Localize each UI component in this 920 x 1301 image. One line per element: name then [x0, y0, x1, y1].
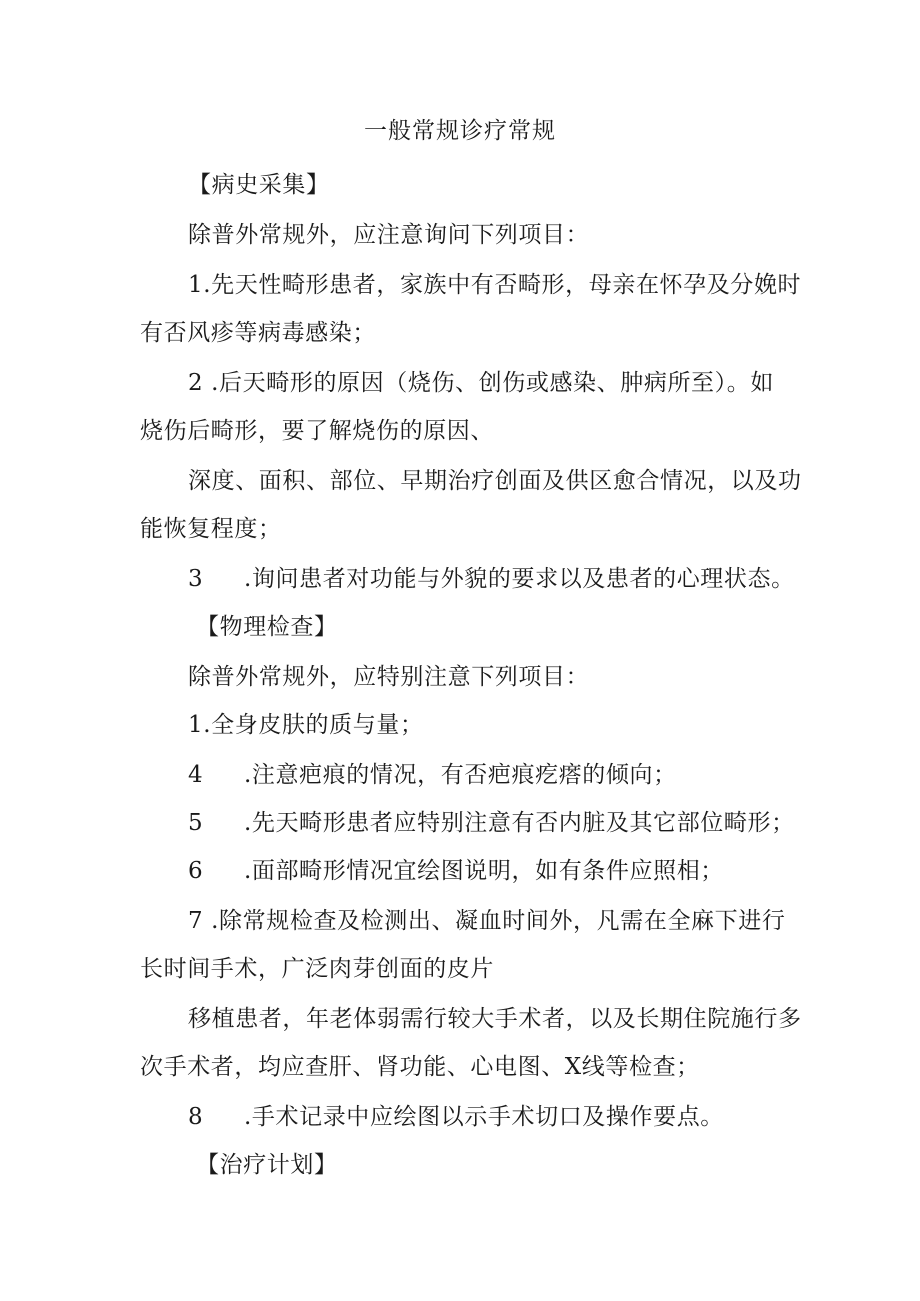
page-title: 一般常规诊疗常规	[364, 118, 556, 144]
exam-intro: 除普外常规外，应特别注意下列项目：	[188, 664, 590, 690]
history-item-1-line-2: 有否风疹等病毒感染；	[140, 320, 376, 346]
list-number: 4	[188, 762, 204, 788]
list-item-text: .先天畸形患者应特别注意有否内脏及其它部位畸形；	[244, 810, 795, 836]
list-item-text: .注意疤痕的情况，有否疤痕疙瘩的倾向；	[244, 762, 677, 788]
exam-item-7-line-4: 次手术者，均应查肝、肾功能、心电图、X线等检查；	[140, 1054, 700, 1080]
list-number: 8	[188, 1104, 204, 1130]
exam-item-4	[188, 760, 677, 790]
history-item-2-line-3: 深度、面积、部位、早期治疗创面及供区愈合情况，以及功	[188, 468, 802, 494]
section-heading-treatment: 【治疗计划】	[196, 1152, 338, 1178]
list-item-text: .手术记录中应绘图以示手术切口及操作要点。	[244, 1104, 724, 1130]
exam-item-6	[188, 856, 724, 886]
list-item-text: .询问患者对功能与外貌的要求以及患者的心理状态。	[244, 566, 795, 592]
history-intro: 除普外常规外，应注意询问下列项目：	[188, 222, 590, 248]
list-number: 5	[188, 810, 204, 836]
exam-item-8	[188, 1102, 724, 1132]
history-item-2-line-4: 能恢复程度；	[140, 516, 282, 542]
history-item-3	[188, 564, 795, 594]
section-heading-exam: 【物理检查】	[196, 614, 338, 640]
section-heading-history: 【病史采集】	[188, 172, 330, 198]
exam-item-7-line-2: 长时间手术，广泛肉芽创面的皮片	[140, 956, 494, 982]
exam-item-1: 1.全身皮肤的质与量；	[188, 712, 424, 738]
history-item-2-line-1: 2 .后天畸形的原因（烧伤、创伤或感染、肿病所至）。如	[188, 370, 774, 396]
list-item-text: .面部畸形情况宜绘图说明，如有条件应照相；	[244, 858, 724, 884]
exam-item-7-line-3: 移植患者，年老体弱需行较大手术者，以及长期住院施行多	[188, 1006, 802, 1032]
list-number: 6	[188, 858, 204, 884]
history-item-2-line-2: 烧伤后畸形，要了解烧伤的原因、	[140, 418, 494, 444]
history-item-1-line-1: 1.先天性畸形患者，家族中有否畸形，母亲在怀孕及分娩时	[188, 272, 802, 298]
exam-item-5	[188, 808, 795, 838]
exam-item-7-line-1: 7 .除常规检查及检测出、凝血时间外，凡需在全麻下进行	[188, 908, 786, 934]
list-number: 3	[188, 566, 204, 592]
